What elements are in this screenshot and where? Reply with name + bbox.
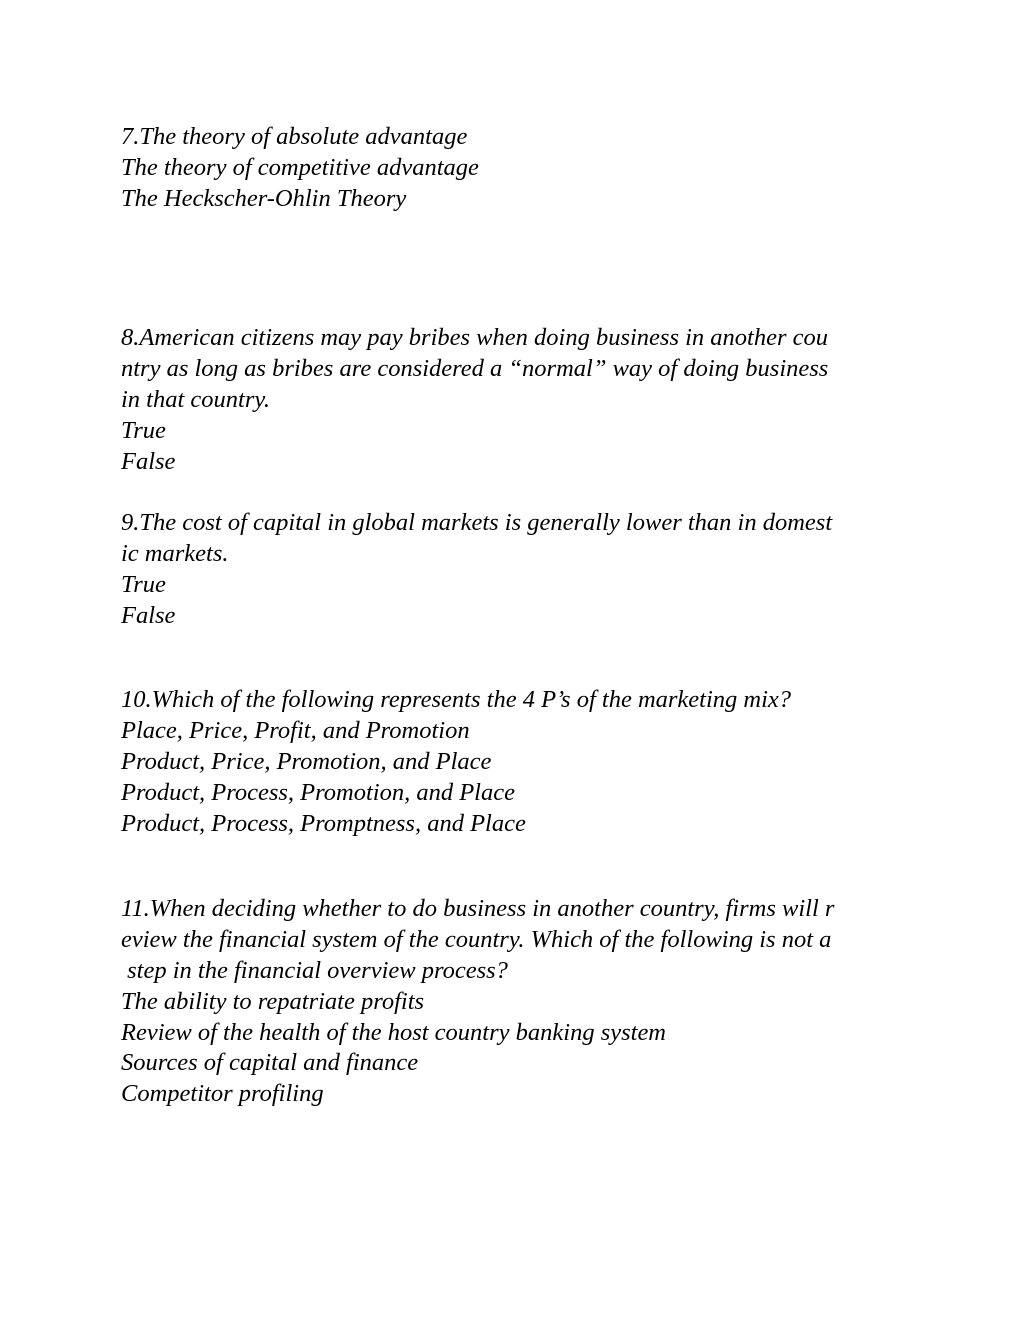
q8-question-line-1: 8.American citizens may pay bribes when doing business in another cou [121,324,829,351]
q8-question-line-3: in that country. [121,386,271,413]
q10-option-3: Product, Process, Promotion, and Place [121,779,515,806]
q11-option-4: Competitor profiling [121,1080,324,1107]
q11-question-line-1: 11.When deciding whether to do business in another country, firms will r [121,895,835,922]
q10-option-1: Place, Price, Profit, and Promotion [121,717,470,744]
q10-option-4: Product, Process, Promptness, and Place [121,810,526,837]
q8-option-true: True [121,417,166,444]
q11-option-3: Sources of capital and finance [121,1049,419,1076]
q10-question-line-1: 10.Which of the following represents the 4 P’s of the marketing mix? [121,686,792,713]
q11-option-2: Review of the health of the host country banking system [121,1019,667,1046]
q11-option-1: The ability to repatriate profits [121,988,425,1015]
q9-option-true: True [121,571,166,598]
q8-question-line-2: ntry as long as bribes are considered a “normal” way of doing business [121,355,829,382]
q8-option-false: False [121,448,176,475]
q9-option-false: False [121,602,176,629]
q10-option-2: Product, Price, Promotion, and Place [121,748,492,775]
q7-line-1: 7.The theory of absolute advantage [121,123,468,150]
q9-question-line-2: ic markets. [121,540,229,567]
q7-line-2: The theory of competitive advantage [121,154,479,181]
q9-question-line-1: 9.The cost of capital in global markets is generally lower than in domest [121,509,833,536]
q7-line-3: The Heckscher-Ohlin Theory [121,185,407,212]
q11-question-line-3: step in the financial overview process? [121,957,508,984]
q11-question-line-2: eview the financial system of the country. Which of the following is not a [121,926,832,953]
